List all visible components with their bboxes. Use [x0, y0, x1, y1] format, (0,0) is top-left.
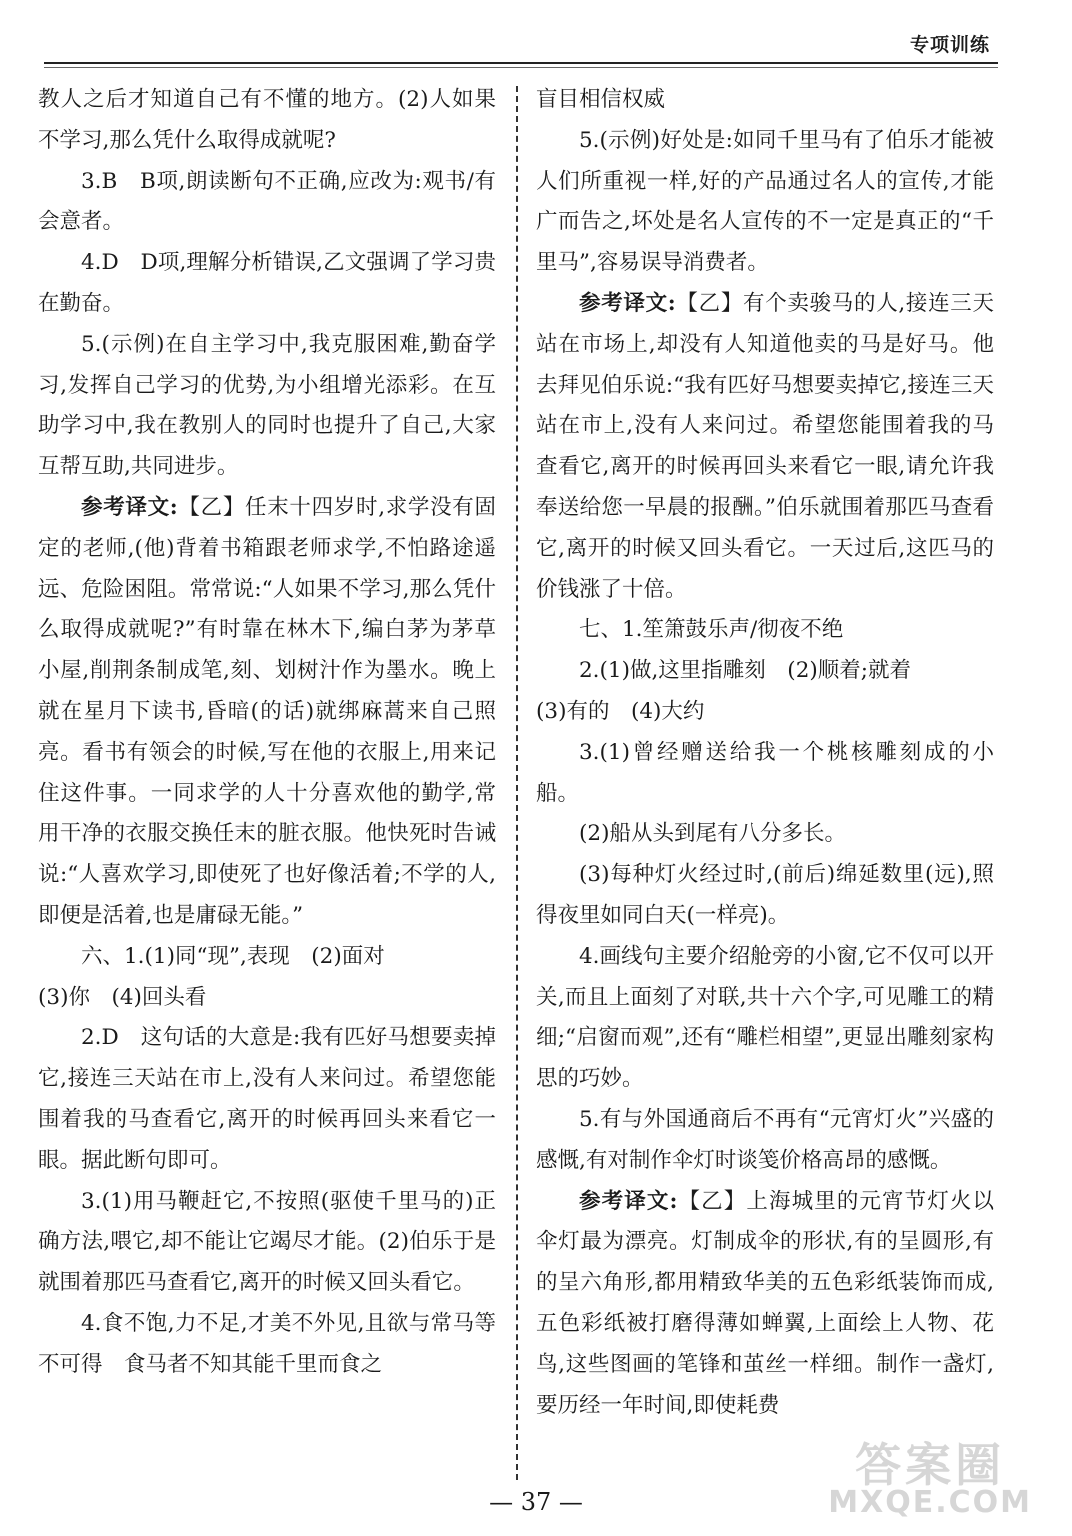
paragraph-text: 4.D D项,理解分析错误,乙文强调了学习贵在勤奋。 [38, 250, 496, 316]
paragraph [536, 733, 994, 815]
watermark-text-bottom: MXQE.COM [828, 1485, 1032, 1520]
paragraph [536, 814, 994, 855]
paragraph [38, 937, 496, 978]
paragraph-text: (3)有的 (4)大约 [536, 698, 705, 724]
paragraph [536, 692, 994, 733]
paragraph-text: 2.D 这句话的大意是:我有匹好马想要卖掉它,接连三天站在市上,没有人来问过。希望您能围着我的马查看它,离开的时候再回头来看它一眼。据此断句即可。 [38, 1025, 496, 1173]
page-number: — 37 — [489, 1488, 583, 1516]
paragraph [536, 1182, 994, 1427]
paragraph [536, 121, 994, 284]
paragraph [38, 1018, 496, 1181]
paragraph [38, 978, 496, 1019]
paragraph-text: 4.食不饱,力不足,才美不外见,且欲与常马等不可得 食马者不知其能千里而食之 [38, 1310, 496, 1377]
column-divider [516, 86, 518, 1480]
paragraph [38, 162, 496, 244]
paragraph-text: 六、1.(1)同“现”,表现 (2)面对 [81, 943, 385, 969]
paragraph-text: (2)船从头到尾有八分多长。 [579, 821, 846, 847]
paragraph [38, 1182, 496, 1304]
translation-label: 参考译文: [579, 1188, 678, 1214]
paragraph-text: 【乙】有个卖骏马的人,接连三天站在市场上,却没有人知道他卖的马是好马。他去拜见伯乐说:“我有匹好马想要卖掉它,接连三天站在市上,没有人来问过。希望您能围着我的马查看它,离开的时候再回头来看它一眼,请允许我奉送给您一早晨的报酬。”伯乐就围着那匹马查看它,离开的时候又回头看它。一天过后,这匹马的价钱涨了十倍。 [536, 290, 995, 602]
watermark-logo [828, 1438, 1032, 1520]
paragraph [38, 488, 496, 937]
right-column [536, 80, 994, 1426]
paragraph-text: 4.画线句主要介绍舱旁的小窗,它不仅可以开关,而且上面刻了对联,共十六个字,可见雕工的精细;“启窗而观”,还有“雕栏相望”,更显出雕刻家构思的巧妙。 [536, 943, 994, 1092]
paragraph [536, 284, 994, 610]
paragraph-text: 5.有与外国通商后不再有“元宵灯火”兴盛的感慨,有对制作伞灯时谈笺价格高昂的感慨。 [536, 1106, 994, 1173]
header-rule-thin [44, 67, 998, 68]
paragraph [536, 651, 994, 692]
paragraph-text: (3)你 (4)回头看 [38, 984, 207, 1010]
paragraph [536, 1100, 994, 1182]
paragraph [38, 243, 496, 325]
paragraph-text: 5.(示例)在自主学习中,我克服困难,勤奋学习,发挥自己学习的优势,为小组增光添彩。在互助学习中,我在教别人的同时也提升了自己,大家互帮互助,共同进步。 [38, 331, 496, 480]
paragraph [536, 610, 994, 651]
page-header-title: 专项训练 [909, 34, 990, 56]
paragraph [38, 1304, 496, 1386]
paragraph-text: 3.(1)曾经赠送给我一个桃核雕刻成的小船。 [536, 739, 994, 806]
translation-label: 参考译文: [579, 290, 676, 316]
paragraph-text: 5.(示例)好处是:如同千里马有了伯乐才能被人们所重视一样,好的产品通过名人的宣传,才能广而告之,坏处是名人宣传的不一定是真正的“千里马”,容易误导消费者。 [536, 127, 994, 276]
paragraph-text: 盲目相信权威 [536, 87, 666, 112]
header-rule [44, 62, 998, 64]
watermark-text-top: 答案圈 [855, 1438, 1006, 1492]
paragraph-text: 2.(1)做,这里指雕刻 (2)顺着;就着 [579, 658, 912, 684]
paragraph-text: 3.B B项,朗读断句不正确,应改为:观书/有会意者。 [38, 168, 496, 235]
paragraph-text: 【乙】任末十四岁时,求学没有固定的老师,(他)背着书箱跟老师求学,不怕路途遥远、危险困阻。常常说:“人如果不学习,那么凭什么取得成就呢?”有时靠在林木下,编白茅为茅草小屋,削荆条制成笔,刻、划树汁作为墨水。晚上就在星月下读书,昏暗(的话)就绑麻蒿来自己照亮。看书有领会的时候,写在他的衣服上,用来记住这件事。一同求学的人十分喜欢他的勤学,常用干净的衣服交换任末的脏衣服。他快死时告诫说:“人喜欢学习,即使死了也好像活着;不学的人,即便是活着,也是庸碌无能。” [38, 494, 497, 928]
paragraph [536, 937, 994, 1100]
paragraph-text: 七、1.笙箫鼓乐声/彻夜不绝 [579, 617, 844, 643]
paragraph [38, 80, 496, 162]
left-column [38, 80, 496, 1386]
paragraph-text: 3.(1)用马鞭赶它,不按照(驱使千里马的)正确方法,喂它,却不能让它竭尽才能。(2)伯乐于是就围着那匹马查看它,离开的时候又回头看它。 [38, 1188, 496, 1296]
translation-label: 参考译文: [81, 494, 178, 520]
paragraph-text: 【乙】上海城里的元宵节灯火以伞灯最为漂亮。灯制成伞的形状,有的呈圆形,有的呈六角形,都用精致华美的五色彩纸装饰而成,五色彩纸被打磨得薄如蝉翼,上面绘上人物、花鸟,这些图画的笔锋和茧丝一样细。制作一盏灯,要历经一年时间,即使耗费 [536, 1188, 994, 1418]
paragraph [38, 325, 496, 488]
paragraph [536, 80, 994, 121]
paragraph-text: (3)每种灯火经过时,(前后)绵延数里(远),照得夜里如同白天(一样亮)。 [536, 862, 994, 928]
paragraph [536, 855, 994, 937]
paragraph-text: 教人之后才知道自己有不懂的地方。(2)人如果不学习,那么凭什么取得成就呢? [38, 87, 496, 153]
